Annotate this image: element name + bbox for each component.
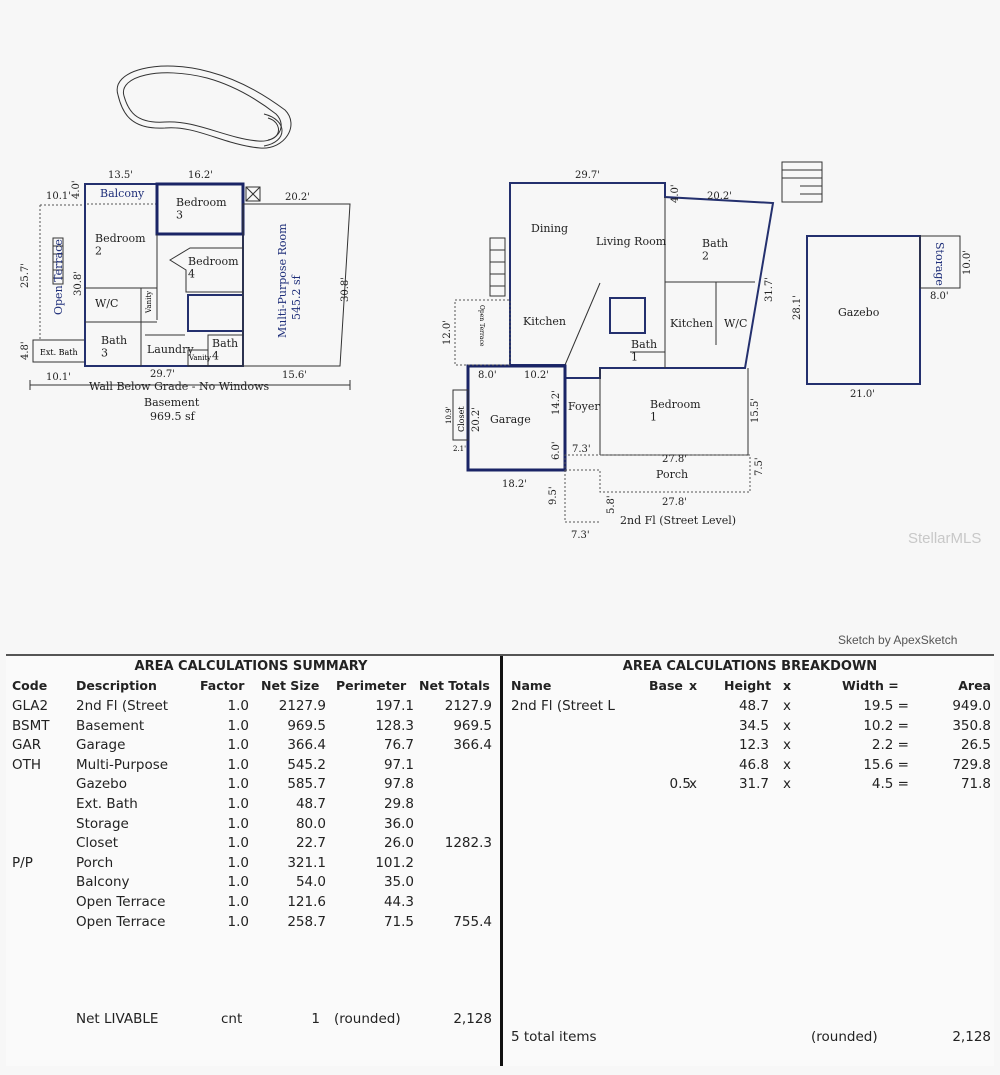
room-label-closet: Closet [457,406,466,432]
cell-net-size: 48.7 [295,796,326,812]
room-label-garage: Garage [490,413,531,426]
cell-factor: 1.0 [227,737,249,754]
cell-net-size: 22.7 [295,835,326,852]
cell-width: 2.2 = [871,737,909,754]
cell-description: Open Terrace [76,894,166,910]
dimension: 30.8' [340,276,351,302]
cell-net-size: 969.5 [287,717,326,734]
cell-factor: 1.0 [227,894,249,910]
room-label-ext-bath: Ext. Bath [40,348,78,357]
cell-net-totals: 1282.3 [444,835,492,852]
dimension: 4.0' [670,184,681,203]
cell-height: 34.5 [738,717,769,734]
header-x: x [783,678,792,693]
cell-x: x [783,698,791,714]
watermark: StellarMLS [908,530,982,547]
dimension: 4.0' [71,180,82,199]
dimension: 20.2' [285,192,311,203]
footer-rounded: (rounded) [811,1029,878,1045]
cell-code: GAR [12,737,42,754]
cell-net-size: 366.4 [287,737,326,754]
cell-height: 12.3 [738,737,769,754]
cell-x: x [783,776,791,793]
dimension: 30.8' [73,270,84,296]
breakdown-footer-row [503,1029,997,1049]
dimension: 21.0' [850,389,876,400]
cell-factor: 1.0 [227,913,249,930]
multi-purpose-room-label: Multi-Purpose Room [276,223,289,338]
dimension: 5.8' [606,495,617,514]
room-label-vanity-1: Vanity [145,290,153,313]
room-label-balcony: Balcony [100,187,145,200]
cell-description: Ext. Bath [76,796,138,812]
cell-factor: 1.0 [227,835,249,852]
dimension: 10.0' [962,249,973,275]
cell-factor: 1.0 [227,717,249,734]
header-area: Area [958,678,991,693]
cell-description: Closet [76,835,119,852]
pool-shape-inner [123,73,281,141]
cell-perimeter: 29.8 [383,796,414,812]
room-label-bath-1: Bath 1 [631,338,658,364]
cell-width: 4.5 = [871,776,909,793]
room-label-living-room: Living Room [596,235,667,248]
header-factor: Factor [200,678,245,693]
cell-code: P/P [12,854,33,871]
footer-area-total: 2,128 [952,1029,991,1045]
breakdown-row [503,737,997,757]
sketch-credit: Sketch by ApexSketch [838,633,958,647]
footer-rounded: (rounded) [334,1011,401,1027]
dimension: 4.8' [20,341,31,360]
cell-description: Garage [76,737,126,754]
dimension: 12.0' [442,319,453,345]
room-label-wc: W/C [724,317,748,330]
cell-x: x [689,776,697,793]
summary-row [6,914,496,934]
dimension: 10.2' [524,370,550,381]
summary-row [6,698,496,718]
summary-title: AREA CALCULATIONS SUMMARY [134,659,368,674]
footer-cnt: cnt [221,1011,243,1027]
cell-height: 46.8 [738,756,769,773]
cell-base: 0.5 [669,776,691,793]
area-summary-table [6,656,496,1066]
cell-net-size: 2127.9 [278,698,326,714]
header-perimeter: Perimeter [336,678,407,693]
room-label-wc: W/C [95,297,119,310]
dimension: 2.1' [453,445,467,453]
dimension: 13.5' [108,170,134,181]
cell-x: x [783,717,791,734]
summary-row [6,816,496,836]
cell-perimeter: 128.3 [375,717,414,734]
header-description: Description [76,678,157,693]
summary-row [6,855,496,875]
room-label-bath-4: Bath 4 [212,337,239,363]
footer-net-livable: Net LIVABLE [76,1011,159,1027]
open-terrace-label-main: Open Terrace [478,305,485,347]
dimension: 29.7' [575,170,601,181]
header-code: Code [12,678,48,693]
header-base: Base [649,678,683,693]
cell-perimeter: 71.5 [383,913,414,930]
dimension: 16.2' [188,170,214,181]
cell-net-size: 121.6 [287,894,326,910]
cell-width: 15.6 = [863,756,909,773]
cell-factor: 1.0 [227,874,249,891]
dimension: 9.5' [548,486,559,505]
breakdown-title: AREA CALCULATIONS BREAKDOWN [622,659,878,674]
cell-area: 71.8 [960,776,991,793]
dimension: 20.2' [471,406,482,432]
cell-description: 2nd Fl (Street [76,698,169,714]
cell-perimeter: 101.2 [375,854,414,871]
cell-perimeter: 26.0 [383,835,414,852]
dimension: 7.3' [572,444,591,455]
cell-perimeter: 97.1 [383,756,414,773]
cell-code: GLA2 [12,698,49,714]
summary-footer-row [6,1011,496,1031]
cell-description: Gazebo [76,776,127,793]
cell-description: Multi-Purpose [76,756,169,773]
breakdown-row [503,718,997,738]
breakdown-header-row [503,678,997,698]
cell-factor: 1.0 [227,756,249,773]
dimension: 7.3' [571,530,590,541]
cell-description: Balcony [76,874,130,891]
room-label-bath-3: Bath 3 [101,334,128,360]
area-breakdown-table [500,656,997,1066]
dimension: 31.7' [764,276,775,302]
header-height: Height [724,678,772,693]
cell-factor: 1.0 [227,796,249,812]
cell-perimeter: 76.7 [383,737,414,754]
cell-width: 19.5 = [863,698,909,714]
header-name: Name [511,678,552,693]
dimension: 14.2' [551,389,562,415]
cell-name: 2nd Fl (Street L [511,698,615,714]
dimension: 6.0' [551,441,562,460]
cell-perimeter: 97.8 [383,776,414,793]
header-net-totals: Net Totals [419,678,490,693]
cell-description: Open Terrace [76,913,166,930]
room-label-bath-2: Bath 2 [702,237,729,263]
dimension: 18.2' [502,479,528,490]
cell-net-size: 321.1 [287,854,326,871]
cell-net-size: 545.2 [287,756,326,773]
cell-net-totals: 755.4 [453,913,492,930]
room-label-vanity-2: Vanity [189,354,212,362]
basement-wall-note: Wall Below Grade - No Windows [89,380,270,393]
breakdown-row [503,776,997,796]
breakdown-row [503,757,997,777]
room-label-kitchen: Kitchen [523,315,566,328]
header-width: Width = [842,678,899,693]
room-label-bedroom-4: Bedroom 4 [188,255,239,281]
dimension: 10.1' [46,191,72,202]
room-label-bedroom-3: Bedroom 3 [176,196,227,222]
cell-description: Basement [76,717,145,734]
summary-row [6,776,496,796]
room-label-bedroom-1: Bedroom 1 [650,398,701,424]
area-tables [6,654,994,1066]
dimension: 10.1' [46,372,72,383]
cell-height: 48.7 [738,698,769,714]
pool-shape [117,66,291,148]
summary-row [6,894,496,914]
cell-area: 350.8 [952,717,991,734]
footer-net-livable-total: 2,128 [453,1011,492,1027]
header-net-size: Net Size [261,678,320,693]
cell-area: 949.0 [952,698,991,714]
cell-x: x [783,737,791,754]
room-label-dining: Dining [531,222,569,235]
summary-row [6,718,496,738]
room-label-storage: Storage [933,242,946,286]
multi-purpose-room-area: 545.2 sf [290,275,303,320]
dimension: 29.7' [150,369,176,380]
cell-factor: 1.0 [227,854,249,871]
cell-net-size: 258.7 [287,913,326,930]
cell-width: 10.2 = [863,717,909,734]
footer-count: 1 [311,1011,320,1027]
summary-row [6,757,496,777]
cell-description: Porch [76,854,114,871]
footer-total-items: 5 total items [511,1029,597,1045]
dimension: 27.8' [662,454,688,465]
cell-net-size: 80.0 [295,815,326,832]
basement-floor-area: 969.5 sf [150,410,195,423]
room-label-porch: Porch [656,468,689,481]
cell-code: BSMT [12,717,50,734]
cell-height: 31.7 [738,776,769,793]
cell-net-totals: 366.4 [453,737,492,754]
main-floor-label: 2nd Fl (Street Level) [620,514,737,527]
dimension: 7.5' [754,457,765,476]
dimension: 8.0' [930,291,949,302]
room-label-bedroom-2: Bedroom 2 [95,232,146,258]
cell-factor: 1.0 [227,776,249,793]
header-x: x [689,678,698,693]
dimension: 15.5' [750,397,761,423]
cell-description: Storage [76,815,129,832]
cell-area: 26.5 [960,737,991,754]
dimension: 8.0' [478,370,497,381]
cell-perimeter: 36.0 [383,815,414,832]
summary-row [6,835,496,855]
dimension: 10.9' [445,406,453,424]
breakdown-row [503,698,997,718]
cell-factor: 1.0 [227,815,249,832]
room-label-foyer: Foyer [568,400,600,413]
cell-area: 729.8 [952,756,991,773]
cell-net-size: 585.7 [287,776,326,793]
main-floor-plan [453,162,960,522]
summary-header-row [6,678,496,698]
cell-perimeter: 197.1 [375,698,414,714]
dimension: 25.7' [20,262,31,288]
room-label-laundry: Laundry [147,343,194,356]
summary-row [6,874,496,894]
dimension: 15.6' [282,370,308,381]
cell-net-totals: 969.5 [453,717,492,734]
cell-perimeter: 44.3 [383,894,414,910]
cell-perimeter: 35.0 [383,874,414,891]
room-label-gazebo: Gazebo [838,306,880,319]
summary-row [6,796,496,816]
room-label-kitchen-2: Kitchen [670,317,713,330]
cell-factor: 1.0 [227,698,249,714]
basement-floor-label: Basement [144,396,200,409]
open-terrace-label-basement: Open Terrace [52,239,65,315]
cell-net-totals: 2127.9 [444,698,492,714]
dimension: 28.1' [792,294,803,320]
cell-code: OTH [12,756,42,773]
cell-net-size: 54.0 [295,874,326,891]
dimension: 20.2' [707,191,733,202]
summary-row [6,737,496,757]
dimension: 27.8' [662,497,688,508]
cell-x: x [783,756,791,773]
